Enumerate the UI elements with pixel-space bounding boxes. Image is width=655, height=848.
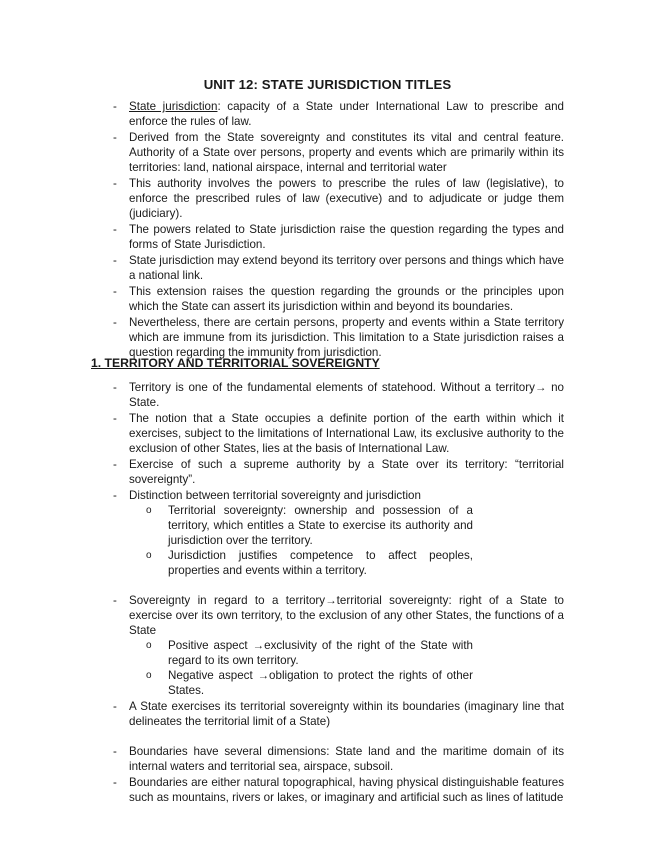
list-item: - Boundaries are either natural topographical, having physical distinguishable features such as mountains, rivers or lakes, or imaginary and artificial such as lines of latitude (113, 776, 564, 804)
list-item: - This authority involves the powers to prescribe the rules of law (legislative), to enforce the prescribed rules of law (executive) and to adjudicate or judge them (judiciary). (113, 177, 564, 220)
list-item: - Distinction between territorial sovereignty and jurisdiction o Territorial sovereignty: ownership and possession of a territory, which entitles a State to exercise its authority and jurisdiction over the territory. o Jurisdiction justifies competence to affect peoples, properties and events within a territory. (0, 488, 655, 578)
list-item: - Territory is one of the fundamental elements of statehood. Without a territory→ no State. (113, 381, 564, 409)
sub-list-item: o Territorial sovereignty: ownership and possession of a territory, which entitles a State to exercise its authority and jurisdiction over the territory. (146, 504, 473, 547)
sub-list (129, 503, 564, 578)
list-item: - Nevertheless, there are certain persons, property and events within a State territory which are immune from its jurisdiction. This limitation to a State jurisdiction raises a question regarding the immunity from jurisdiction. (113, 316, 564, 359)
list-item: - State jurisdiction: capacity of a State under International Law to prescribe and enforce the rules of law. (113, 100, 564, 128)
list-item: - Exercise of such a supreme authority by a State over its territory: “territorial sovereignty”. (113, 458, 564, 486)
page-title: UNIT 12: STATE JURISDICTION TITLES (203, 77, 452, 92)
list-item: - The powers related to State jurisdiction raise the question regarding the types and forms of State Jurisdiction. (113, 223, 564, 251)
sub-list (129, 638, 564, 698)
section-heading: 1. TERRITORY AND TERRITORIAL SOVEREIGNTY (91, 356, 380, 370)
list-item: - The notion that a State occupies a definite portion of the earth within which it exercises, subject to the limitations of International Law, its exclusive authority to the exclusion of other States, lies at the basis of International Law. (113, 412, 564, 455)
list-item: - Derived from the State sovereignty and constitutes its vital and central feature. Authority of a State over persons, property and events which are primarily within its territories: land, national airspace, internal and territorial water (113, 131, 564, 174)
term-state-jurisdiction: State jurisdiction (129, 100, 218, 113)
section1-list (0, 380, 655, 805)
list-item: - A State exercises its territorial sovereignty within its boundaries (imaginary line that delineates the territorial limit of a State) (113, 700, 564, 728)
sub-list-item: o Jurisdiction justifies competence to affect peoples, properties and events within a territory. (146, 549, 473, 577)
sub-list-item: o Negative aspect →obligation to protect the rights of other States. (146, 669, 473, 697)
list-item: - Sovereignty in regard to a territory→territorial sovereignty: right of a State to exercise over its own territory, to the exclusion of any other States, the functions of a State o Positive aspect →exclusivity of the right of the State with regard to its own territory. o Negative aspect →obligation to protect the rights of other States. (0, 593, 655, 698)
list-item: - State jurisdiction may extend beyond its territory over persons and things which have a national link. (113, 254, 564, 282)
intro-list (0, 99, 655, 360)
list-item: - This extension raises the question regarding the grounds or the principles upon which the State can assert its jurisdiction within and beyond its boundaries. (113, 285, 564, 313)
sub-list-item: o Positive aspect →exclusivity of the right of the State with regard to its own territory. (146, 639, 473, 667)
list-item: - Boundaries have several dimensions: State land and the maritime domain of its internal waters and territorial sea, airspace, subsoil. (113, 745, 564, 773)
